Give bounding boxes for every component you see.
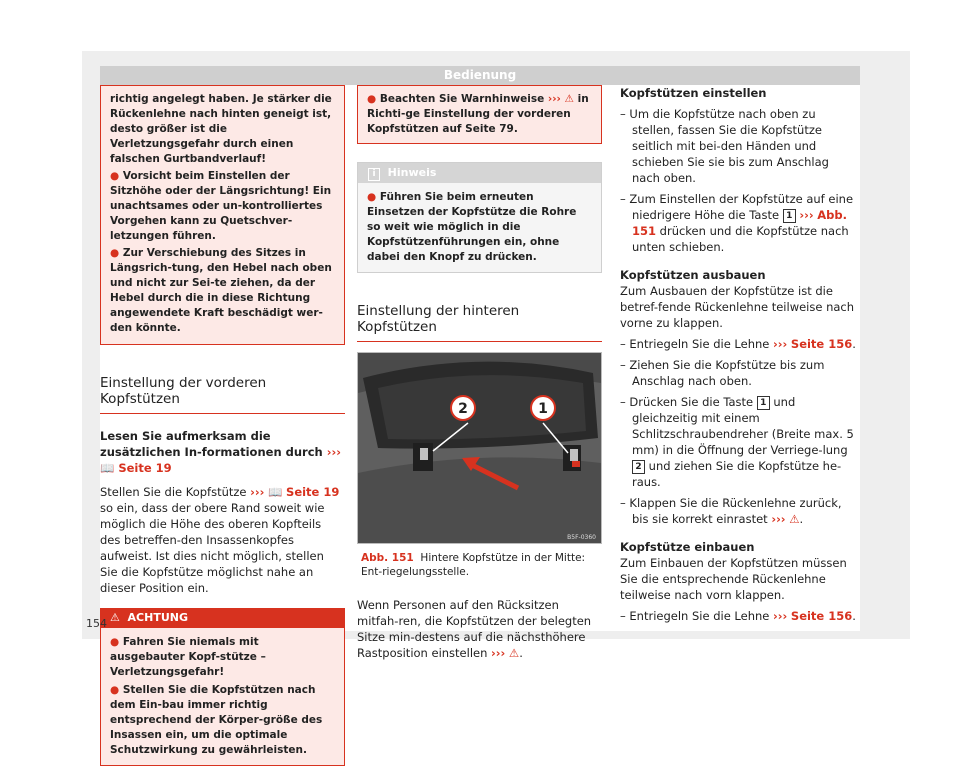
paragraph: Zum Ausbauen der Kopfstütze ist die betref-fende Rückenlehne teilweise nach vorne zu klappen. <box>620 284 855 330</box>
link-abb-151[interactable]: Abb. 151 <box>632 208 847 238</box>
rear-body-paragraph: Wenn Personen auf den Rücksitzen mitfah-ren, die Kopfstützen der belegten Sitze min-destens auf die nächsthöhere Rastposition einstellen ››› ⚠. <box>357 598 592 660</box>
section-title-front: Einstellung der vorderen Kopfstützen <box>100 375 345 414</box>
bullet-icon: ● <box>110 684 120 696</box>
achtung-item: ● Stellen Sie die Kopfstützen nach dem Ein-bau immer richtig entsprechend der Körper-größe des Insassen ein, um die optimale Schutzwirkung zu gewährleisten. <box>110 684 323 756</box>
bullet-icon: ● <box>367 191 377 203</box>
key-number: 1 <box>783 209 796 223</box>
page-header: Bedienung <box>100 66 860 85</box>
body-paragraph: Stellen Sie die Kopfstütze ››› 📖 Seite 19 so ein, dass der obere Rand soweit wie möglich die Höhe des oberen Kopfteils des betreffen-den Insassenkopfes aufweist. Ist dies nicht möglich, stellen Sie die Kopfstütze möglichst nahe an dieser Position ein. <box>100 485 340 595</box>
achtung-item: ● Fahren Sie niemals mit ausgebauter Kopf-stütze – Verletzungsgefahr! <box>110 636 266 678</box>
link-seite-156[interactable]: Seite 156 <box>790 337 853 351</box>
subhead-ausbauen: Kopfstützen ausbauen <box>620 268 766 282</box>
step-item: – Drücken Sie die Taste 1 und gleichzeitig mit einem Schlitzschraubendreher (Breite max. 5 mm) in die Öffnung der Verriege-lung 2 und ziehen Sie die Kopfstütze he-raus. <box>620 395 854 489</box>
step-item: – Ziehen Sie die Kopfstütze bis zum Anschlag nach oben. <box>620 358 825 388</box>
column-middle <box>357 85 602 661</box>
link-seite-19[interactable]: Seite 19 <box>286 485 340 499</box>
warning-continuation-box <box>100 85 345 345</box>
headrest-illustration <box>358 353 601 543</box>
key-number: 2 <box>632 460 645 474</box>
info-icon: i <box>368 168 380 181</box>
step-item: – Klappen Sie die Rückenlehne zurück, bis sie korrekt einrastet ››› ⚠. <box>620 496 842 526</box>
warning-triangle-icon: ⚠ <box>508 646 520 660</box>
figure-code: B5F-0360 <box>567 534 596 541</box>
achtung-box <box>100 608 345 766</box>
warning-item: ● Zur Verschiebung des Sitzes in Längsrich-tung, den Hebel nach oben und nicht zur Sei-te ziehen, da der Hebel durch die in diese Richtung angewendete Kraft beschädigt wer-den könnte. <box>110 247 332 334</box>
figure-caption: Abb. 151 Hintere Kopfstütze in der Mitte: Ent-riegelungsstelle. <box>361 552 586 578</box>
warning-intro: richtig angelegt haben. Je stärker die Rückenlehne nach hinten geneigt ist, desto größer ist die Verletzungsgefahr durch einen falschen Gurtbandverlauf! <box>110 93 332 165</box>
key-number: 1 <box>757 396 770 410</box>
book-icon: 📖 <box>100 461 115 475</box>
column-left <box>100 85 345 766</box>
warning-triangle-icon: ⚠ <box>789 512 800 526</box>
step-item: – Entriegeln Sie die Lehne ››› Seite 156. <box>620 609 856 623</box>
step-item: – Um die Kopfstütze nach oben zu stellen, fassen Sie die Kopfstütze seitlich mit bei-den Händen und schieben Sie sie bis zum Anschlag nach oben. <box>620 107 829 185</box>
callout-2: 2 <box>458 401 468 417</box>
bullet-icon: ● <box>367 93 377 105</box>
section-title-rear: Einstellung der hinteren Kopfstützen <box>357 303 602 342</box>
warning-box-continuation: ● Beachten Sie Warnhinweise ››› ⚠ in Richti-ge Einstellung der vorderen Kopfstützen auf Seite 79. <box>357 85 602 144</box>
column-right <box>620 85 860 624</box>
hinweis-header: i Hinweis <box>358 163 601 183</box>
page-content <box>100 85 860 756</box>
hinweis-body: ● Führen Sie beim erneuten Einsetzen der Kopfstütze die Rohre so weit wie möglich in die Kopfstützenführungen ein, ohne dabei den Knopf zu drücken. <box>358 183 601 272</box>
achtung-body <box>100 628 345 766</box>
bullet-icon: ● <box>110 170 120 182</box>
bullet-icon: ● <box>110 247 120 259</box>
callout-1: 1 <box>538 401 548 417</box>
step-item: – Entriegeln Sie die Lehne ››› Seite 156. <box>620 337 856 351</box>
figure-rear-headrest <box>357 352 602 544</box>
link-seite-156[interactable]: Seite 156 <box>790 609 853 623</box>
paragraph: Zum Einbauen der Kopfstützen müssen Sie die entsprechende Rückenlehne teilweise nach vorn klappen. <box>620 556 847 602</box>
bullet-icon: ● <box>110 636 120 648</box>
warning-triangle-icon: ⚠ <box>564 93 574 105</box>
step-item: – Zum Einstellen der Kopfstütze auf eine niedrigere Höhe die Taste 1 ››› Abb. 151 drücken und die Kopfstütze nach unten schieben. <box>620 192 854 254</box>
subhead-einbauen: Kopfstütze einbauen <box>620 540 755 554</box>
lead-paragraph: Lesen Sie aufmerksam die zusätzlichen In-formationen durch ››› 📖 Seite 19 <box>100 429 341 475</box>
link-seite-19[interactable]: Seite 19 <box>118 461 172 475</box>
book-icon: 📖 <box>268 485 283 499</box>
page-number: 154 <box>86 617 107 630</box>
achtung-header: ⚠ ACHTUNG <box>100 608 345 628</box>
warning-item: ● Vorsicht beim Einstellen der Sitzhöhe oder der Längsrichtung! Ein unachtsames oder un-kontrolliertes Vorgehen kann zu Quetschver-letzungen führen. <box>110 170 332 242</box>
warning-triangle-icon: ⚠ <box>110 611 120 624</box>
subhead-einstellen: Kopfstützen einstellen <box>620 86 767 100</box>
hinweis-box <box>357 162 602 273</box>
